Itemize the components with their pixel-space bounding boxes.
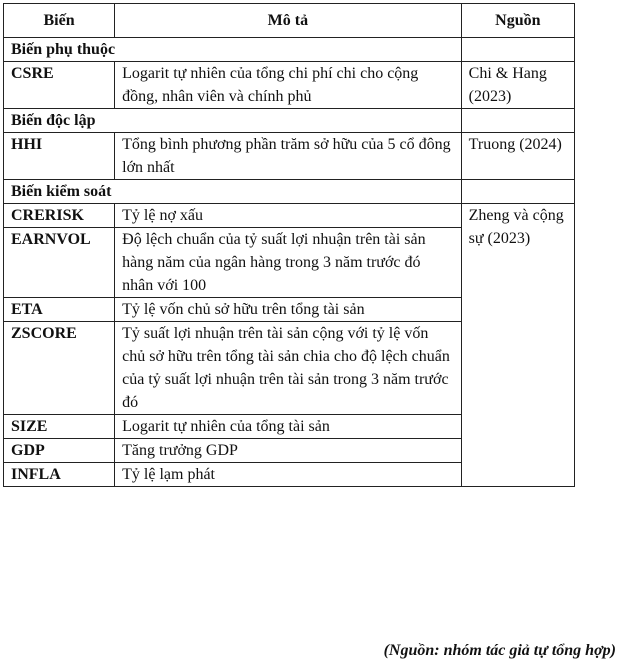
- header-source: Nguồn: [461, 4, 574, 38]
- empty-cell: [461, 109, 574, 133]
- header-variable: Biến: [4, 4, 115, 38]
- variable-name: CSRE: [4, 62, 115, 109]
- variable-source: Chi & Hang (2023): [461, 62, 574, 109]
- empty-cell: [461, 38, 574, 62]
- variable-name: GDP: [4, 439, 115, 463]
- variable-name: EARNVOL: [4, 228, 115, 298]
- source-note: (Nguồn: nhóm tác giả tự tổng hợp): [383, 642, 616, 659]
- variable-source: Truong (2024): [461, 133, 574, 180]
- empty-cell: [461, 180, 574, 204]
- group-row-control: [4, 180, 575, 204]
- variable-description: Logarit tự nhiên của tổng tài sản: [115, 415, 462, 439]
- table-row: [4, 204, 575, 228]
- group-label-dependent: Biến phụ thuộc: [4, 38, 462, 62]
- variable-description: Tỷ lệ vốn chủ sở hữu trên tổng tài sản: [115, 298, 462, 322]
- variable-description: Tỷ lệ lạm phát: [115, 463, 462, 487]
- table-row: [4, 62, 575, 109]
- group-label-control: Biến kiểm soát: [4, 180, 462, 204]
- variable-description: Logarit tự nhiên của tổng chi phí chi cho cộng đồng, nhân viên và chính phủ: [115, 62, 462, 109]
- variable-name: SIZE: [4, 415, 115, 439]
- variable-description: Tỷ lệ nợ xấu: [115, 204, 462, 228]
- variable-description: Tăng trưởng GDP: [115, 439, 462, 463]
- variable-name: ETA: [4, 298, 115, 322]
- group-row-independent: [4, 109, 575, 133]
- control-source: Zheng và cộng sự (2023): [461, 204, 574, 487]
- variables-table: [3, 3, 575, 487]
- group-row-dependent: [4, 38, 575, 62]
- variable-description: Độ lệch chuẩn của tỷ suất lợi nhuận trên tài sản hàng năm của ngân hàng trong 3 năm trước đó nhân với 100: [115, 228, 462, 298]
- header-description: Mô tả: [115, 4, 462, 38]
- table-row: [4, 133, 575, 180]
- variable-name: HHI: [4, 133, 115, 180]
- header-row: [4, 4, 575, 38]
- variable-description: Tổng bình phương phần trăm sở hữu của 5 cổ đông lớn nhất: [115, 133, 462, 180]
- variable-name: ZSCORE: [4, 322, 115, 415]
- group-label-independent: Biến độc lập: [4, 109, 462, 133]
- variable-name: INFLA: [4, 463, 115, 487]
- variable-description: Tỷ suất lợi nhuận trên tài sản cộng với tỷ lệ vốn chủ sở hữu trên tổng tài sản chia cho độ lệch chuẩn của tỷ suất lợi nhuận trên tài sản trong 3 năm trước đó: [115, 322, 462, 415]
- variable-name: CRERISK: [4, 204, 115, 228]
